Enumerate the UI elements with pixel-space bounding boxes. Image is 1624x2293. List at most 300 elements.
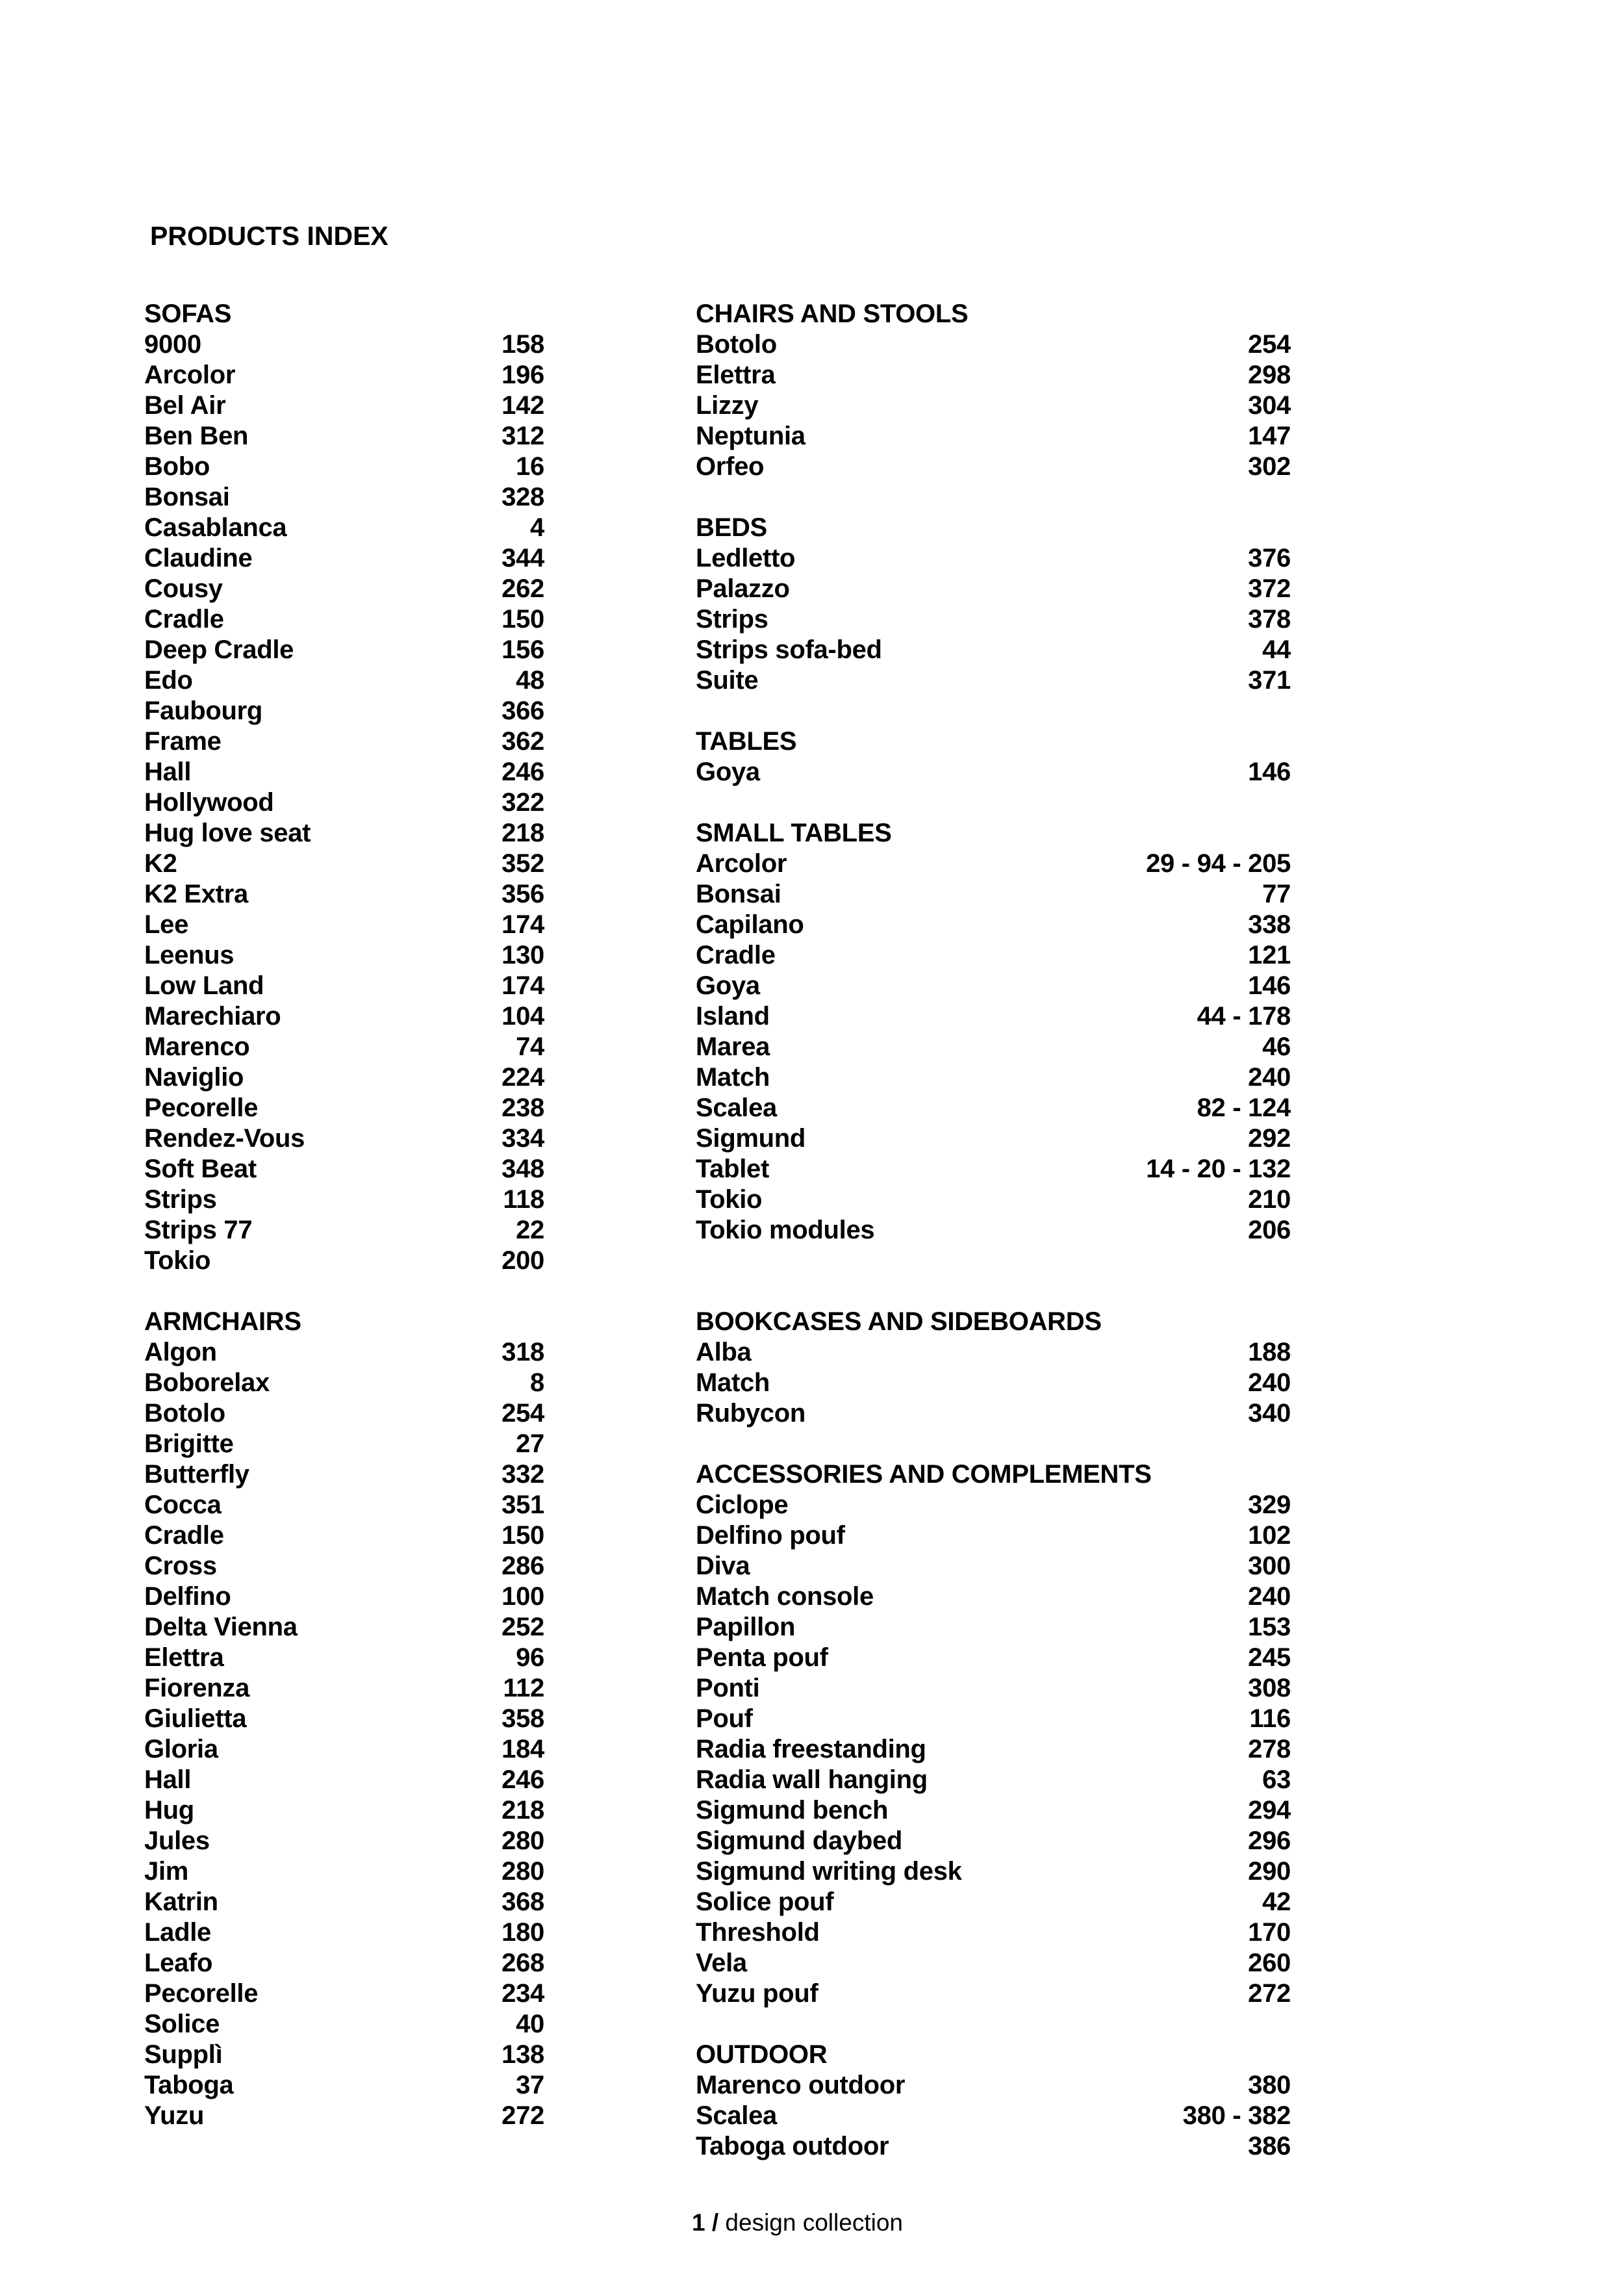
page-reference: 245 [1248,1643,1291,1672]
page-reference: 37 [516,2071,544,2099]
product-name: Delta Vienna [144,1613,298,1641]
product-name: Scalea [696,1094,777,1122]
product-name: Marechiaro [144,1002,281,1031]
product-name: Brigitte [144,1429,234,1458]
page-reference: 158 [501,330,544,359]
index-entry [144,391,544,421]
section-heading: SMALL TABLES [696,819,892,847]
page-reference: 96 [516,1643,544,1672]
product-name: Ponti [696,1674,760,1702]
product-name: Sigmund bench [696,1796,889,1825]
page-reference: 329 [1248,1491,1291,1519]
product-name: Scalea [696,2101,777,2130]
page-reference: 246 [501,758,544,786]
index-entry [144,1551,544,1582]
product-name: Arcolor [144,361,236,389]
index-entry [144,1154,544,1185]
page-reference: 318 [501,1338,544,1366]
page-reference: 218 [501,1796,544,1825]
page-reference: 240 [1248,1063,1291,1092]
page-reference: 218 [501,819,544,847]
index-section [696,299,1291,482]
product-name: Cradle [144,605,224,634]
page-reference: 344 [501,544,544,572]
index-entry [696,1612,1291,1643]
product-name: Diva [696,1552,750,1580]
page-reference: 292 [1248,1124,1291,1153]
page-reference: 112 [503,1674,544,1702]
page-reference: 8 [530,1368,544,1397]
index-entry [144,635,544,665]
page-reference: 286 [501,1552,544,1580]
index-entry [696,1154,1291,1185]
page-reference: 102 [1248,1521,1291,1550]
product-name: Elettra [696,361,776,389]
page-reference: 196 [501,361,544,389]
page-reference: 77 [1262,880,1291,908]
product-name: Cross [144,1552,217,1580]
page-reference: 358 [501,1704,544,1733]
product-name: Match console [696,1582,874,1611]
product-name: Rubycon [696,1399,806,1428]
product-name: Cradle [144,1521,224,1550]
index-column-left [144,299,544,2162]
page-footer [692,2207,903,2238]
page-reference: 272 [1248,1979,1291,2008]
index-entry [144,574,544,604]
product-name: Gloria [144,1735,218,1763]
index-entry [144,1246,544,1276]
page-reference: 371 [1248,666,1291,695]
index-entry [144,543,544,574]
index-entry [144,940,544,971]
product-name: Frame [144,727,222,756]
page-reference: 308 [1248,1674,1291,1702]
page-reference: 386 [1248,2132,1291,2160]
index-entry [144,482,544,513]
section-heading: BOOKCASES AND SIDEBOARDS [696,1307,1102,1336]
product-name: Hug [144,1796,194,1825]
index-entry [144,879,544,910]
index-entry [696,421,1291,452]
index-entry [696,2131,1291,2162]
page-reference: 224 [501,1063,544,1092]
index-entry [144,1582,544,1612]
index-entry [144,1459,544,1490]
index-entry [696,635,1291,665]
page-reference: 298 [1248,361,1291,389]
index-entry [696,1795,1291,1826]
page-reference: 238 [501,1094,544,1122]
page-reference: 340 [1248,1399,1291,1428]
product-name: Papillon [696,1613,796,1641]
product-name: Bonsai [696,880,781,908]
index-column-right [696,299,1291,2192]
index-entry [144,1917,544,1948]
page-number: 1 / [692,2209,719,2236]
product-name: Pecorelle [144,1094,259,1122]
page-reference: 46 [1262,1032,1291,1061]
page-reference: 104 [501,1002,544,1031]
index-entry [696,1398,1291,1429]
product-name: Casablanca [144,513,287,542]
index-entry [696,1765,1291,1795]
page-reference: 116 [1249,1704,1291,1733]
product-name: Goya [696,758,760,786]
product-name: Yuzu [144,2101,205,2130]
page-reference: 338 [1248,910,1291,939]
index-entry [696,1368,1291,1398]
page-reference: 272 [501,2101,544,2130]
index-entry [696,1643,1291,1673]
page-reference: 304 [1248,391,1291,420]
index-entry [144,1185,544,1215]
index-entry [696,1887,1291,1917]
page-reference: 42 [1262,1888,1291,1916]
index-entry [696,604,1291,635]
product-name: Strips sofa-bed [696,635,882,664]
page-reference: 246 [501,1765,544,1794]
product-name: Leafo [144,1949,213,1977]
product-name: Cocca [144,1491,222,1519]
product-name: Hall [144,1765,192,1794]
index-section [144,299,544,1276]
index-entry [144,818,544,849]
index-entry [144,1368,544,1398]
page-reference: 48 [516,666,544,695]
index-entry [696,1520,1291,1551]
index-entry [144,1093,544,1123]
index-entry [144,2101,544,2131]
product-name: Delfino [144,1582,231,1611]
page-reference: 27 [516,1429,544,1458]
page-reference: 121 [1248,941,1291,969]
product-name: Butterfly [144,1460,249,1489]
index-entry [144,2009,544,2040]
index-entry [696,1917,1291,1948]
index-entry [144,665,544,696]
product-name: Bobo [144,452,210,481]
page-reference: 29 - 94 - 205 [1146,849,1291,878]
page-reference: 14 - 20 - 132 [1146,1155,1291,1183]
index-entry [144,513,544,543]
product-name: Deep Cradle [144,635,294,664]
page-reference: 366 [501,697,544,725]
index-entry [144,1704,544,1734]
index-entry [144,1123,544,1154]
index-entry [144,2040,544,2070]
index-entry [696,1948,1291,1979]
product-name: Sigmund daybed [696,1826,903,1855]
index-entry [144,1856,544,1887]
product-name: Hollywood [144,788,274,817]
page-reference: 138 [501,2040,544,2069]
index-entry [696,1734,1291,1765]
index-entry [696,1062,1291,1093]
page-reference: 180 [501,1918,544,1947]
product-name: Katrin [144,1888,218,1916]
product-name: Marea [696,1032,770,1061]
index-entry [696,665,1291,696]
page-reference: 334 [501,1124,544,1153]
page-reference: 362 [501,727,544,756]
page-reference: 332 [501,1460,544,1489]
page-reference: 210 [1248,1185,1291,1214]
index-entry [696,1123,1291,1154]
product-name: Strips [696,605,768,634]
product-name: Pouf [696,1704,753,1733]
page-reference: 294 [1248,1796,1291,1825]
page-reference: 368 [501,1888,544,1916]
index-entry [696,360,1291,391]
product-name: Bel Air [144,391,226,420]
page-reference: 170 [1248,1918,1291,1947]
index-entry [144,788,544,818]
page-reference: 356 [501,880,544,908]
product-name: Radia freestanding [696,1735,926,1763]
product-name: Taboga outdoor [696,2132,889,2160]
index-entry [696,543,1291,574]
page-reference: 174 [501,910,544,939]
index-section [696,818,1291,1246]
product-name: Match [696,1063,770,1092]
page-reference: 156 [501,635,544,664]
page-reference: 380 [1248,2071,1291,2099]
product-name: Lizzy [696,391,759,420]
index-entry [144,1979,544,2009]
page-reference: 240 [1248,1582,1291,1611]
page-reference: 200 [501,1246,544,1275]
product-name: Tokio [696,1185,763,1214]
product-name: Hug love seat [144,819,311,847]
product-name: Tablet [696,1155,770,1183]
page-reference: 44 - 178 [1197,1002,1291,1031]
product-name: Elettra [144,1643,224,1672]
index-entry [144,910,544,940]
page-reference: 150 [501,1521,544,1550]
index-section [696,513,1291,696]
product-name: Capilano [696,910,804,939]
product-name: Bonsai [144,483,230,511]
index-entry [696,391,1291,421]
index-entry [696,2101,1291,2131]
index-entry [696,1185,1291,1215]
page-reference: 40 [516,2010,544,2038]
index-entry [696,1215,1291,1246]
product-name: Pecorelle [144,1979,259,2008]
product-name: Taboga [144,2071,234,2099]
product-name: Leenus [144,941,235,969]
product-name: Jim [144,1857,189,1886]
product-name: Sigmund writing desk [696,1857,962,1886]
index-entry [696,1979,1291,2009]
page-reference: 82 - 124 [1197,1094,1291,1122]
section-heading: SOFAS [144,300,232,328]
product-name: Botolo [144,1399,225,1428]
page-reference: 44 [1262,635,1291,664]
index-section [144,1307,544,2131]
product-name: Neptunia [696,422,806,450]
index-entry [144,1795,544,1826]
product-name: Claudine [144,544,253,572]
product-name: Solice [144,2010,220,2038]
page-reference: 328 [501,483,544,511]
index-entry [144,604,544,635]
section-heading: BEDS [696,513,767,542]
page-reference: 290 [1248,1857,1291,1886]
page-reference: 262 [501,574,544,603]
product-name: Giulietta [144,1704,247,1733]
product-name: Radia wall hanging [696,1765,928,1794]
product-name: Naviglio [144,1063,244,1092]
page-reference: 22 [516,1216,544,1244]
index-entry [696,940,1291,971]
page-reference: 206 [1248,1216,1291,1244]
product-name: Orfeo [696,452,765,481]
section-heading: OUTDOOR [696,2040,828,2069]
section-heading: ARMCHAIRS [144,1307,301,1336]
page-reference: 296 [1248,1826,1291,1855]
index-entry [144,1398,544,1429]
product-name: Hall [144,758,192,786]
product-name: Goya [696,971,760,1000]
page-reference: 348 [501,1155,544,1183]
page-reference: 4 [530,513,544,542]
index-entry [144,452,544,482]
page-reference: 130 [501,941,544,969]
page-reference: 376 [1248,544,1291,572]
product-name: Match [696,1368,770,1397]
page-reference: 322 [501,788,544,817]
index-entry [144,757,544,788]
page-reference: 188 [1248,1338,1291,1366]
index-entry [696,1032,1291,1062]
product-name: Strips 77 [144,1216,253,1244]
product-name: Penta pouf [696,1643,828,1672]
index-entry [144,1001,544,1032]
index-entry [696,910,1291,940]
product-name: Suite [696,666,759,695]
footer-text: design collection [718,2209,903,2236]
product-name: Delfino pouf [696,1521,845,1550]
index-entry [144,1215,544,1246]
page-reference: 302 [1248,452,1291,481]
index-entry [144,1337,544,1368]
page-title: PRODUCTS INDEX [150,221,388,251]
index-entry [144,849,544,879]
page-reference: 16 [516,452,544,481]
product-name: Faubourg [144,697,263,725]
page-reference: 146 [1248,971,1291,1000]
page-reference: 234 [501,1979,544,2008]
product-name: Algon [144,1338,217,1366]
index-entry [144,1032,544,1062]
page-reference: 74 [516,1032,544,1061]
product-name: Fiorenza [144,1674,250,1702]
product-name: Cradle [696,941,776,969]
page-reference: 147 [1248,422,1291,450]
page-reference: 300 [1248,1552,1291,1580]
index-entry [696,1490,1291,1520]
index-entry [144,1673,544,1704]
page-reference: 118 [503,1185,544,1214]
index-entry [696,1093,1291,1123]
index-entry [696,879,1291,910]
page-reference: 174 [501,971,544,1000]
page-reference: 351 [501,1491,544,1519]
index-entry [144,1643,544,1673]
index-entry [144,1520,544,1551]
index-entry [144,360,544,391]
index-entry [696,971,1291,1001]
page-reference: 63 [1262,1765,1291,1794]
index-entry [144,1734,544,1765]
page-reference: 254 [1248,330,1291,359]
index-entry [696,1826,1291,1856]
page-reference: 372 [1248,574,1291,603]
index-entry [144,421,544,452]
index-entry [144,696,544,726]
index-entry [144,1062,544,1093]
page-reference: 240 [1248,1368,1291,1397]
index-entry [144,971,544,1001]
product-name: Cousy [144,574,223,603]
product-name: Jules [144,1826,210,1855]
page-reference: 260 [1248,1949,1291,1977]
index-entry [144,1490,544,1520]
index-entry [696,2070,1291,2101]
product-name: Supplì [144,2040,223,2069]
product-name: K2 Extra [144,880,248,908]
page-reference: 352 [501,849,544,878]
product-name: Edo [144,666,193,695]
section-heading: ACCESSORIES AND COMPLEMENTS [696,1460,1152,1489]
product-name: Yuzu pouf [696,1979,818,2008]
page-reference: 142 [501,391,544,420]
index-section [696,1459,1291,2009]
index-entry [144,1429,544,1459]
product-name: Solice pouf [696,1888,834,1916]
product-name: Threshold [696,1918,820,1947]
product-name: Ben Ben [144,422,249,450]
page-reference: 153 [1248,1613,1291,1641]
page-reference: 100 [501,1582,544,1611]
index-entry [144,1887,544,1917]
index-entry [696,1856,1291,1887]
product-name: Palazzo [696,574,790,603]
product-name: Tokio [144,1246,211,1275]
index-section [696,2040,1291,2162]
product-name: Island [696,1002,770,1031]
product-name: Botolo [696,330,777,359]
product-name: Boborelax [144,1368,270,1397]
index-entry [144,1612,544,1643]
index-entry [696,849,1291,879]
product-name: Strips [144,1185,217,1214]
index-entry [696,1582,1291,1612]
product-name: Alba [696,1338,752,1366]
index-section [696,1307,1291,1429]
page-reference: 378 [1248,605,1291,634]
section-heading: TABLES [696,727,797,756]
page-reference: 278 [1248,1735,1291,1763]
product-name: K2 [144,849,177,878]
index-entry [696,757,1291,788]
page-reference: 150 [501,605,544,634]
index-entry [144,2070,544,2101]
index-entry [696,1551,1291,1582]
page-reference: 380 - 382 [1182,2101,1291,2130]
